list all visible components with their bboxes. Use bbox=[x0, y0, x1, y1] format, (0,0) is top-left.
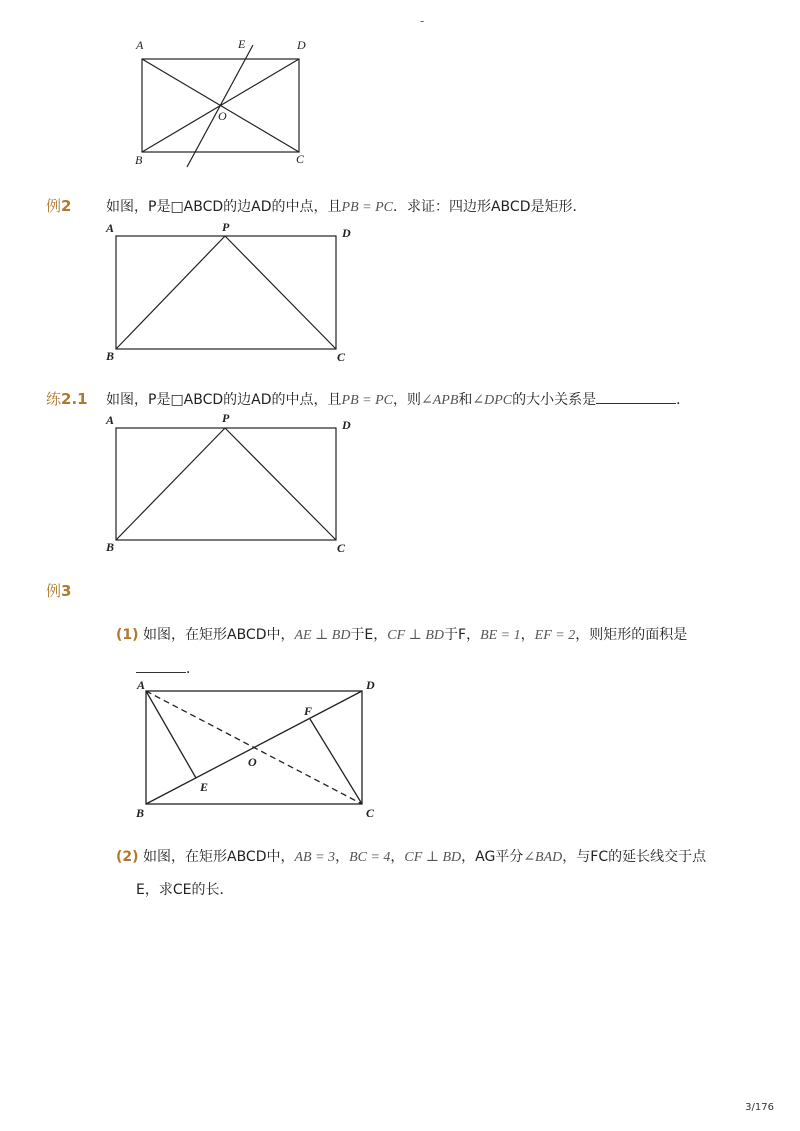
practice-2-1-tag: 练2.1 bbox=[46, 390, 88, 408]
pr21-label-a: A bbox=[106, 413, 115, 427]
ex3-label-e: E bbox=[200, 780, 209, 794]
example-3-q2-text: (2) 如图，在矩形ABCD中，AB = 3，BC = 4，CF ⊥ BD，AG平分∠BAD，与FC的延长线交于点 bbox=[116, 849, 707, 865]
segment-ae bbox=[146, 691, 196, 778]
fig1-label-c: C bbox=[296, 152, 305, 166]
header-mark: - bbox=[420, 14, 425, 28]
ex3-label-a: A bbox=[137, 678, 146, 692]
pr21-label-c: C bbox=[337, 541, 346, 555]
ex2-label-c: C bbox=[337, 350, 346, 364]
ex3-label-b: B bbox=[136, 806, 145, 820]
fig1-label-e: E bbox=[238, 37, 246, 51]
practice-2-1-text: 如图，P是□ABCD的边AD的中点，且PB = PC，则∠APB和∠DPC的大小关系是 ． bbox=[106, 392, 691, 408]
fig1-label-b: B bbox=[135, 153, 143, 167]
fig1-label-d: D bbox=[297, 38, 306, 52]
example-3-q1-blank-line: ． bbox=[136, 658, 200, 678]
example-3-q1-text: (1) 如图，在矩形ABCD中，AE ⊥ BD于E，CF ⊥ BD于F，BE = 1，EF = 2，则矩形的面积是 bbox=[116, 627, 688, 643]
ex3-label-c: C bbox=[366, 806, 375, 820]
ex3-label-o: O bbox=[248, 755, 257, 769]
ex3-label-f: F bbox=[304, 704, 313, 718]
pr21-label-d: D bbox=[342, 418, 351, 432]
example-3-tag: 例3 bbox=[46, 582, 72, 600]
pr21-label-p: P bbox=[222, 411, 230, 425]
example-2-tag: 例2 bbox=[46, 197, 72, 215]
example-2-text: 如图，P是□ABCD的边AD的中点，且PB = PC．求证：四边形ABCD是矩形． bbox=[106, 199, 587, 215]
ex2-label-b: B bbox=[106, 349, 115, 363]
ex2-label-a: A bbox=[106, 221, 115, 235]
example-3-q2-text-cont: E，求CE的长． bbox=[136, 882, 234, 898]
ex2-label-p: P bbox=[222, 220, 230, 234]
fig1-label-a: A bbox=[136, 38, 144, 52]
ex3-label-d: D bbox=[366, 678, 375, 692]
ex2-label-d: D bbox=[342, 226, 351, 240]
page-number: 3/176 bbox=[745, 1102, 774, 1113]
segment-cf bbox=[310, 719, 362, 804]
pr21-label-b: B bbox=[106, 540, 115, 554]
fig1-label-o: O bbox=[218, 109, 227, 123]
